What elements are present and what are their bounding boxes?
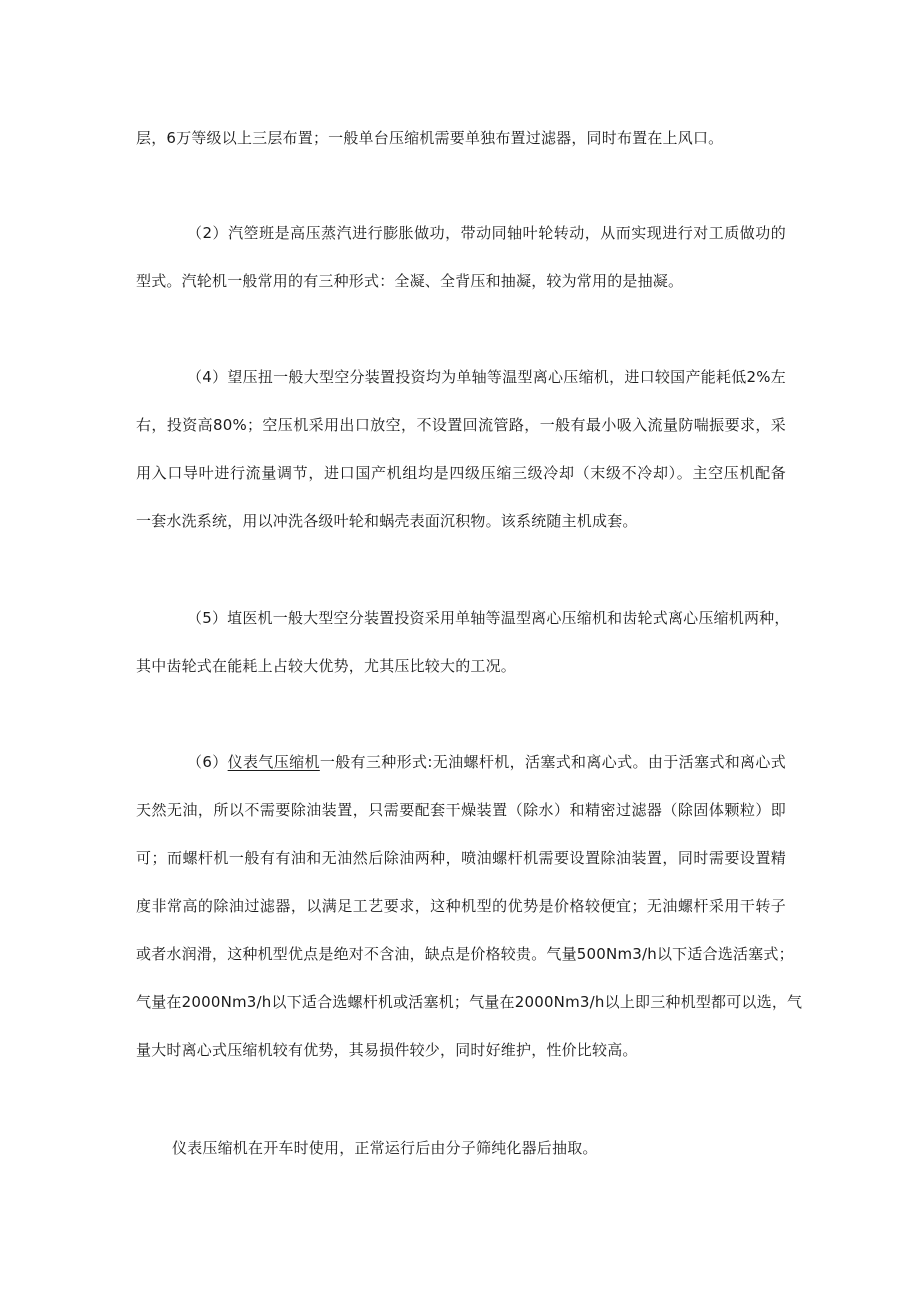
paragraph-6-line-2: 天然无油，所以不需要除油装置，只需要配套干燥装置（除水）和精密过滤器（除固体颗粒）即 bbox=[136, 801, 786, 819]
paragraph-6-prefix: （6） bbox=[187, 753, 228, 771]
paragraph-6-line-7: 量大时离心式压缩机较有优势，其易损件较少，同时好维护，性价比较高。 bbox=[136, 1041, 638, 1059]
instrument-air-compressor-link[interactable]: 仪表气压缩机 bbox=[227, 753, 320, 771]
paragraph-2-line-1: （2）汽箜班是高压蒸汽进行膨胀做功，带动同轴叶轮转动，从而实现进行对工质做功的 bbox=[187, 224, 786, 242]
paragraph-2-line-2: 型式。汽轮机一般常用的有三种形式：全凝、全背压和抽凝，较为常用的是抽凝。 bbox=[136, 272, 684, 290]
paragraph-6-line-4: 度非常高的除油过滤器，以满足工艺要求，这种机型的优势是价格较便宜；无油螺杆采用干转子 bbox=[136, 897, 786, 915]
paragraph-6-line-3: 可；而螺杆机一般有有油和无油然后除油两种，喷油螺杆机需要设置除油装置，同时需要设置精 bbox=[136, 849, 786, 867]
paragraph-6-line-1 bbox=[187, 751, 786, 773]
paragraph-4-line-2: 右，投资高80%；空压机采用出口放空，不设置回流管路，一般有最小吸入流量防喘振要求，采 bbox=[136, 416, 786, 434]
paragraph-4-line-3: 用入口导叶进行流量调节，进口国产机组均是四级压缩三级冷却（末级不冷却）。主空压机配备 bbox=[136, 464, 786, 482]
paragraph-5-line-2: 其中齿轮式在能耗上占较大优势，尤其压比较大的工况。 bbox=[136, 657, 517, 675]
paragraph-5-line-1: （5）埴医机一般大型空分装置投资采用单轴等温型离心压缩机和齿轮式离心压缩机两种， bbox=[187, 609, 790, 627]
paragraph-4-line-4: 一套水洗系统，用以冲洗各级叶轮和蜗壳表面沉积物。该系统随主机成套。 bbox=[136, 512, 638, 530]
paragraph-6-line-6: 气量在2000Nm3/h以下适合选螺杆机或活塞机；气量在2000Nm3/h以上即三种机型都可以选，气 bbox=[136, 993, 803, 1011]
paragraph-final-line-1: 仪表压缩机在开车时使用，正常运行后由分子筛纯化器后抽取。 bbox=[172, 1139, 598, 1157]
paragraph-4-line-1: （4）望压扭一般大型空分装置投资均为单轴等温型离心压缩机，进口较国产能耗低2%左 bbox=[187, 368, 786, 386]
paragraph-6-suffix: 一般有三种形式:无油螺杆机，活塞式和离心式。由于活塞式和离心式 bbox=[319, 753, 786, 771]
paragraph-6-line-5: 或者水润滑，这种机型优点是绝对不含油，缺点是价格较贵。气量500Nm3/h以下适合选活塞式； bbox=[136, 945, 794, 963]
paragraph-intro-line-1: 层，6万等级以上三层布置；一般单台压缩机需要单独布置过滤器，同时布置在上风口。 bbox=[136, 129, 724, 147]
